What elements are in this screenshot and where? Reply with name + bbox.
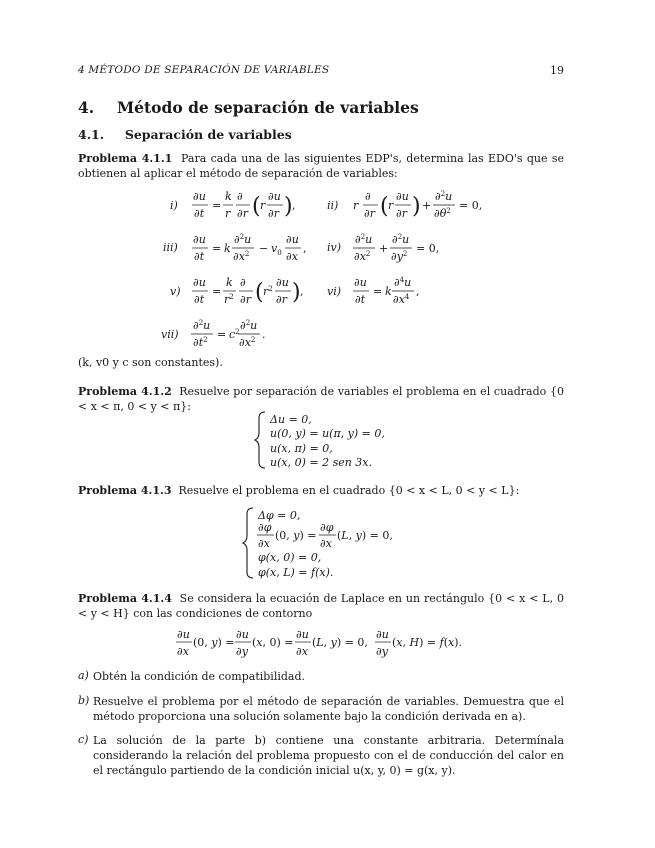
eq-label-ii: ii)	[327, 199, 339, 212]
svg-text:∂x2: $\partial x^2$	[354, 250, 371, 263]
svg-text:∂θ2: $\partial\theta^2$	[434, 207, 451, 220]
svg-text:∂r: ∂r	[237, 207, 248, 220]
item-c-text: La solución de la parte b) contiene una constante arbitraria. Determínala considerando la relación del problema propuesto con el de conducción del calor en el rectángulo partiendo de la condición inicial u(x, y, 0) = g(x, y).	[93, 734, 564, 777]
eq-label-vii: vii)	[161, 328, 179, 341]
svg-text:k: k	[224, 242, 231, 255]
equation-iii	[192, 233, 307, 263]
svg-text:∂2u: ∂$^2$u	[193, 319, 211, 332]
item-b-label: b)	[78, 694, 90, 707]
svg-text:∂u: ∂u	[193, 276, 206, 289]
svg-text:): )	[284, 194, 293, 219]
subsection-title-text: Separación de variables	[124, 127, 292, 142]
svg-text:∂x: ∂x	[286, 250, 298, 263]
problem-label: Problema 4.1.3	[78, 484, 172, 497]
svg-text:∂: ∂	[237, 190, 243, 203]
equation-iv	[353, 233, 439, 263]
svg-text:∂t2: $\partial t^2$	[193, 336, 208, 349]
system-4-1-3-line-2	[257, 521, 393, 550]
running-header: 4 MÉTODO DE SEPARACIÓN DE VARIABLES	[78, 64, 330, 76]
subsection-number: 4.1.	[78, 127, 105, 142]
svg-text:∂u: ∂u	[268, 190, 281, 203]
problem-label: Problema 4.1.4	[78, 592, 172, 605]
svg-text:(: (	[252, 194, 261, 219]
svg-text:k: k	[225, 190, 232, 203]
svg-text:+: +	[379, 242, 389, 255]
svg-text:∂: ∂	[365, 190, 371, 203]
svg-text:∂u: ∂u	[296, 628, 309, 641]
svg-text:,: ,	[303, 242, 307, 255]
svg-text:= 0,: = 0,	[416, 242, 440, 255]
svg-text:+: +	[422, 199, 432, 212]
problem-text: Para cada una de las siguientes EDP's, determina las EDO's que se obtienen al aplicar el método de separación de variables:	[78, 152, 564, 180]
system-4-1-2-line-3: u(x, π) = 0,	[270, 442, 333, 455]
svg-text:∂2u: ∂$^2$u	[234, 233, 252, 246]
system-4-1-2-line-4: u(x, 0) = 2 sen 3x.	[270, 456, 373, 469]
svg-text:r2: $r^2$	[224, 293, 234, 306]
svg-text:(: (	[255, 280, 264, 305]
svg-text:∂u: ∂u	[396, 190, 409, 203]
system-4-1-3-line-4: φ(x, L) = f(x).	[258, 566, 334, 579]
system-4-1-3-line-1: Δφ = 0,	[258, 509, 301, 522]
svg-text:v0: $v_0$	[271, 242, 282, 257]
svg-text:(x, H) = f(x).: (x, H) = f(x).	[392, 636, 463, 649]
svg-text:∂y2: $\partial y^2$	[391, 250, 408, 263]
problem-text: Resuelve el problema en el cuadrado {0 < x < L, 0 < y < L}:	[178, 484, 520, 497]
system-4-1-3-line-2-text	[258, 525, 272, 539]
item-a-label: a)	[78, 669, 89, 682]
svg-text:(x, 0) =: (x, 0) =	[252, 636, 294, 649]
svg-text:∂t: ∂t	[194, 293, 205, 306]
svg-text:∂2u: ∂$^2$u	[392, 233, 410, 246]
svg-text:,: ,	[416, 285, 420, 298]
svg-text:k: k	[385, 285, 392, 298]
section-title-text: Método de separación de variables	[117, 98, 419, 117]
svg-text:∂u: ∂u	[236, 628, 249, 641]
svg-text:∂r: ∂r	[276, 293, 287, 306]
svg-text:): )	[412, 194, 421, 219]
svg-text:∂y: ∂y	[376, 645, 388, 658]
svg-text:r: r	[388, 199, 394, 212]
svg-text:∂u: ∂u	[193, 190, 206, 203]
svg-text:∂x: ∂x	[320, 537, 332, 550]
system-4-1-2-line-1: Δu = 0,	[270, 413, 312, 426]
svg-text:c2: $c^2$	[229, 328, 240, 341]
svg-text:∂t: ∂t	[194, 207, 205, 220]
item-b-text: Resuelve el problema por el método de separación de variables. Demuestra que el método proporciona una solución solamente bajo la condición derivada en a).	[93, 695, 564, 723]
equation-ii	[353, 190, 482, 220]
svg-text:r2: $r^2$	[263, 285, 273, 298]
svg-text:,: ,	[300, 285, 304, 298]
svg-text:∂u: ∂u	[376, 628, 389, 641]
svg-text:∂2u: ∂$^2$u	[435, 190, 453, 203]
problem-4-1-2-statement	[78, 384, 564, 414]
svg-text:∂t: ∂t	[194, 250, 205, 263]
eq-label-iii: iii)	[163, 241, 178, 254]
system-4-1-3-line-3: φ(x, 0) = 0,	[258, 551, 322, 564]
svg-text:=: =	[212, 285, 222, 298]
system-4-1-2-brace	[255, 412, 265, 468]
svg-text:.: .	[262, 328, 266, 341]
svg-text:r: r	[353, 199, 359, 212]
svg-text:(L, y) = 0,: (L, y) = 0,	[312, 636, 368, 649]
item-a-text: Obtén la condición de compatibilidad.	[93, 670, 305, 683]
svg-text:k: k	[226, 276, 233, 289]
svg-text:(0, y) =: (0, y) =	[193, 636, 235, 649]
system-4-1-3-brace	[243, 508, 253, 578]
svg-text:∂2u: ∂$^2$u	[355, 233, 373, 246]
svg-text:∂r: ∂r	[364, 207, 375, 220]
problem-label: Problema 4.1.1	[78, 152, 173, 165]
eq-label-i: i)	[170, 199, 178, 212]
svg-text:∂x: ∂x	[177, 645, 189, 658]
eq-label-v: v)	[170, 285, 181, 298]
equation-vi	[353, 276, 420, 306]
section-number: 4.	[78, 98, 95, 117]
svg-text:−: −	[259, 242, 269, 255]
svg-text:(L, y) = 0,: (L, y) = 0,	[337, 529, 393, 542]
svg-text:= 0,: = 0,	[459, 199, 483, 212]
svg-text:∂x4: $\partial x^4$	[393, 293, 410, 306]
svg-text:∂x: ∂x	[258, 537, 270, 550]
svg-text:∂x2: $\partial x^2$	[233, 250, 250, 263]
svg-text:∂: ∂	[240, 276, 246, 289]
svg-text:): )	[292, 280, 301, 305]
svg-text:∂2u: ∂$^2$u	[240, 319, 258, 332]
svg-text:∂u: ∂u	[286, 233, 299, 246]
svg-text:∂t: ∂t	[355, 293, 366, 306]
boundary-conditions-4-1-4	[176, 628, 462, 658]
problem-4-1-4-statement	[78, 591, 564, 621]
equation-v	[192, 276, 304, 306]
svg-text:(0, y) =: (0, y) =	[275, 529, 317, 542]
system-4-1-2-line-2: u(0, y) = u(π, y) = 0,	[270, 427, 385, 440]
svg-text:∂y: ∂y	[236, 645, 248, 658]
svg-text:∂φ: ∂φ	[320, 521, 334, 534]
svg-text:∂u: ∂u	[177, 628, 190, 641]
eq-label-iv: iv)	[327, 241, 342, 254]
svg-text:∂x: ∂x	[296, 645, 308, 658]
svg-text:=: =	[373, 285, 383, 298]
equation-vii	[191, 319, 266, 349]
svg-text:=: =	[212, 199, 222, 212]
problem-text: Resuelve por separación de variables el problema en el cuadrado {0 < x < π, 0 < y < π}:	[78, 385, 564, 413]
svg-text:∂4u: ∂$^4$u	[394, 276, 412, 289]
equation-i	[192, 190, 296, 220]
eq-label-vi: vi)	[327, 285, 342, 298]
svg-text:=: =	[212, 242, 222, 255]
svg-text:∂x2: $\partial x^2$	[239, 336, 256, 349]
item-c-label: c)	[78, 733, 89, 746]
problem-label: Problema 4.1.2	[78, 385, 172, 398]
svg-text:∂r: ∂r	[396, 207, 407, 220]
svg-text:∂u: ∂u	[354, 276, 367, 289]
svg-text:=: =	[217, 328, 227, 341]
problem-4-1-3-statement	[78, 483, 564, 498]
svg-text:r: r	[260, 199, 266, 212]
svg-text:(: (	[380, 194, 389, 219]
svg-text:∂u: ∂u	[276, 276, 289, 289]
svg-text:∂u: ∂u	[193, 233, 206, 246]
problem-text: Se considera la ecuación de Laplace en un rectángulo {0 < x < L, 0 < y < H} con las condiciones de contorno	[78, 592, 564, 620]
page-number: 19	[550, 64, 564, 77]
svg-text:∂r: ∂r	[268, 207, 279, 220]
svg-text:,: ,	[292, 199, 296, 212]
svg-text:∂φ: ∂φ	[258, 521, 272, 534]
svg-text:r: r	[225, 207, 231, 220]
constants-note: (k, v0 y c son constantes).	[78, 356, 223, 369]
svg-text:∂r: ∂r	[240, 293, 251, 306]
